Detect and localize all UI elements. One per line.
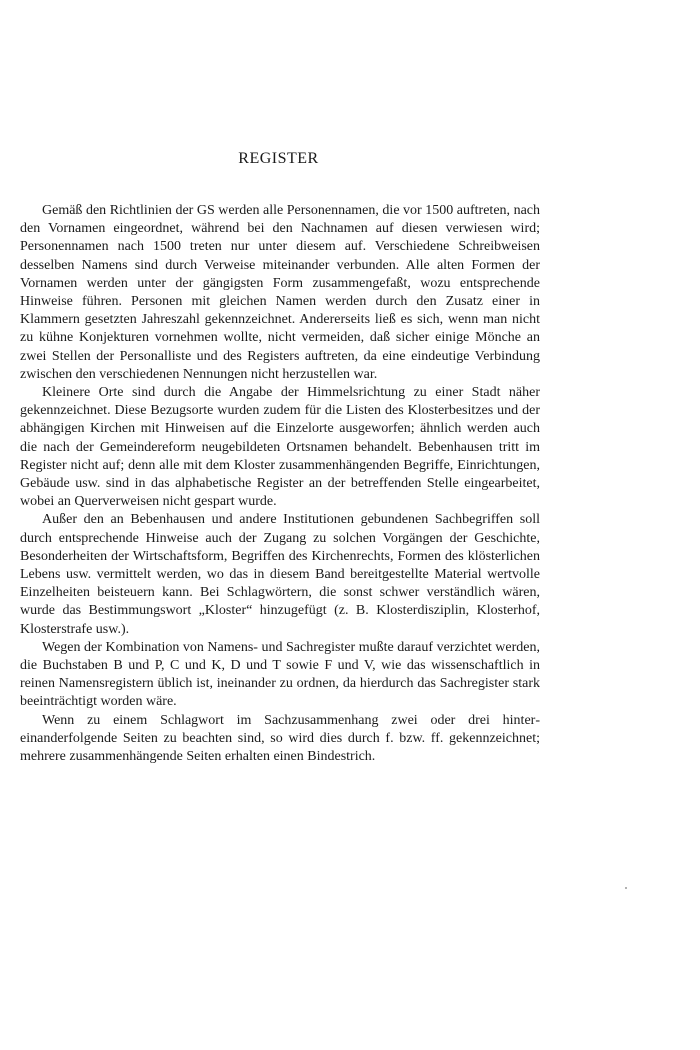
paragraph-place-names: Kleinere Orte sind durch die Angabe der Himmelsrichtung zu einer Stadt näher gekennzeichnet. Diese Bezugsorte wurden zudem für die Listen des Klosterbesitzes und der abhängigen Kirchen mit Hinweisen auf die Einzelorte ausgeworfen; ähnlich werden auch die nach der Gemeindereform neugebildeten Ortsnamen behandelt. Bebenhausen tritt im Register nicht auf; denn alle mit dem Kloster zusammenhängenden Begriffe, Einrichtungen, Gebäude usw. sind in das alphabetische Register an der betreffenden Stelle eingearbeitet, wobei an Querverweisen nicht gespart wurde. (20, 385, 540, 510)
paragraph-page-references: Wenn zu einem Schlagwort im Sachzusammenhang zwei oder drei hintereinanderfolgende Seiten zu beachten sind, so wird dies durch f. bzw. ff. gekennzeichnet; mehrere zusammenhängende Seiten erhalten einen Bindestrich. (20, 712, 540, 765)
paragraph-letter-ordering: Wegen der Kombination von Namens- und Sachregister mußte darauf verzichtet werden, die Buchstaben B und P, C und K, D und T sowie F und V, wie das wissenschaftlich in reinen Namensregistern üblich ist, ineinander zu ordnen, da hierdurch das Sachregister stark beeinträchtigt worden wäre. (20, 639, 540, 710)
paragraph-name-rules: Gemäß den Richtlinien der GS werden alle Personennamen, die vor 1500 auftreten, nach den Vornamen eingeordnet, während bei den Nachnamen auf diesen verwiesen wird; Personennamen nach 1500 treten nur unter diesem auf. Verschiedene Schreibweisen desselben Namens sind durch Verweise miteinander verbunden. Alle alten Formen der Vornamen werden unter der gängigsten Form zusammengefaßt, wozu entsprechende Hinweise führen. Personen mit gleichen Namen werden durch den Zusatz einer in Klammern gesetzten Jahreszahl gekennzeichnet. Andererseits ließ es sich, wenn man nicht zu kühne Konjekturen vornehmen wollte, nicht vermeiden, daß sicher einige Mönche an zwei Stellen der Personalliste und des Registers auftreten, da eine eindeutige Verbindung zwischen den verschiedenen Nennungen nicht herzustellen war. (20, 203, 540, 382)
scan-speck (625, 887, 627, 889)
body-text (20, 202, 540, 766)
paragraph-subject-terms: Außer den an Bebenhausen und andere Institutionen gebundenen Sachbegriffen soll durch entsprechende Hinweise auch der Zugang zu solchen Vorgängen der Geschichte, Besonderheiten der Wirtschaftsform, Begriffen des Kirchenrechts, Formen des klösterlichen Lebens usw. vermittelt werden, wo das in diesem Band bereitgestellte Material wertvolle Einzelheiten beisteuern kann. Bei Schlagwörtern, die sonst schwer verständlich wären, wurde das Bestimmungswort „Kloster“ hinzugefügt (z. B. Klosterdisziplin, Klosterhof, Klosterstrafe usw.). (20, 512, 540, 637)
page-title: REGISTER (238, 150, 319, 167)
